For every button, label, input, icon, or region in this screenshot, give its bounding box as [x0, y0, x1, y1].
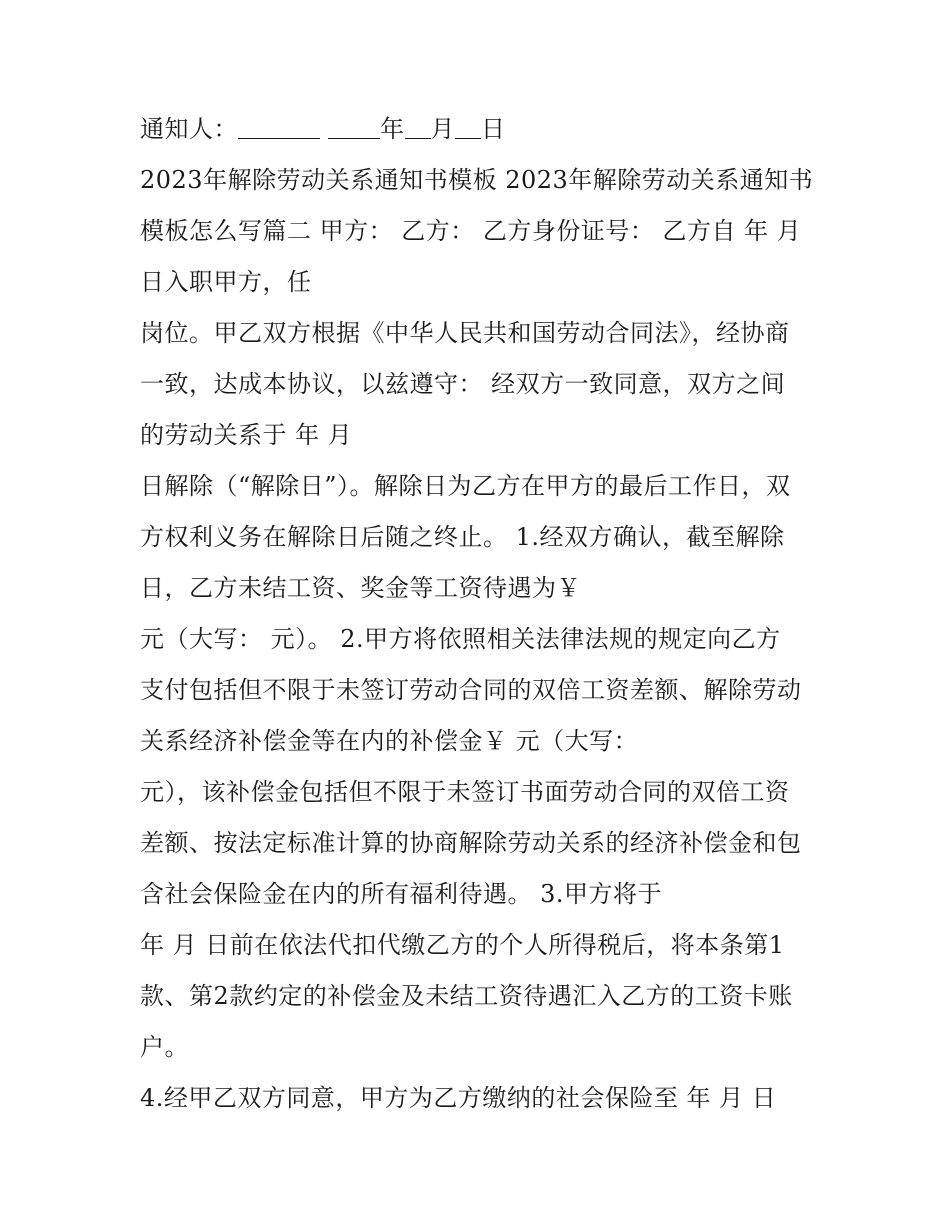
month-blank [405, 112, 431, 139]
notifier-signature-line [140, 107, 820, 158]
day-blank [455, 112, 481, 139]
notifier-name-blank [238, 112, 320, 139]
text-line: 4.经甲乙双方同意，甲方为乙方缴纳的社会保险至 年 月 日 [140, 1084, 777, 1112]
text-line: 款、第2款约定的补偿金及未结工资待遇汇入乙方的工资卡账 [140, 982, 793, 1010]
year-blank [328, 112, 380, 139]
day-label: 日 [481, 115, 506, 143]
text-line: 日解除（“解除日”）。解除日为乙方在甲方的最后工作日，双 [140, 472, 791, 500]
text-line: 日，乙方未结工资、奖金等工资待遇为￥ [140, 574, 581, 602]
text-line: 一致，达成本协议，以兹遵守： 经双方一致同意，双方之间 [140, 370, 786, 398]
text-line: 元（大写： 元）。 2.甲方将依照相关法律法规的规定向乙方 [140, 625, 781, 653]
text-line: 支付包括但不限于未签订劳动合同的双倍工资差额、解除劳动 [140, 676, 802, 704]
text-line: 的劳动关系于 年 月 [140, 421, 353, 449]
text-line: 差额、按法定标准计算的协商解除劳动关系的经济补偿金和包 [140, 829, 802, 857]
text-line: 关系经济补偿金等在内的补偿金￥ 元（大写： [140, 727, 639, 755]
text-line: 2023年解除劳动关系通知书模板 2023年解除劳动关系通知书 [140, 166, 814, 194]
notifier-label: 通知人： [140, 115, 238, 143]
text-line: 日入职甲方，任 [140, 268, 312, 296]
month-label: 月 [430, 115, 455, 143]
document-body [140, 107, 820, 1127]
year-label: 年 [380, 115, 405, 143]
text-line: 户。 [140, 1033, 189, 1061]
text-line: 年 月 日前在依法代扣代缴乙方的个人所得税后，将本条第1 [140, 931, 785, 959]
text-line: 岗位。甲乙双方根据《中华人民共和国劳动合同法》，经协商 [140, 319, 790, 347]
text-line: 含社会保险金在内的所有福利待遇。 3.甲方将于 [140, 880, 663, 908]
text-line: 模板怎么写篇二 甲方： 乙方： 乙方身份证号： 乙方自 年 月 [140, 217, 802, 245]
text-line: 方权利义务在解除日后随之终止。 1.经双方确认，截至解除 [140, 523, 785, 551]
text-line: 元），该补偿金包括但不限于未签订书面劳动合同的双倍工资 [140, 778, 790, 806]
